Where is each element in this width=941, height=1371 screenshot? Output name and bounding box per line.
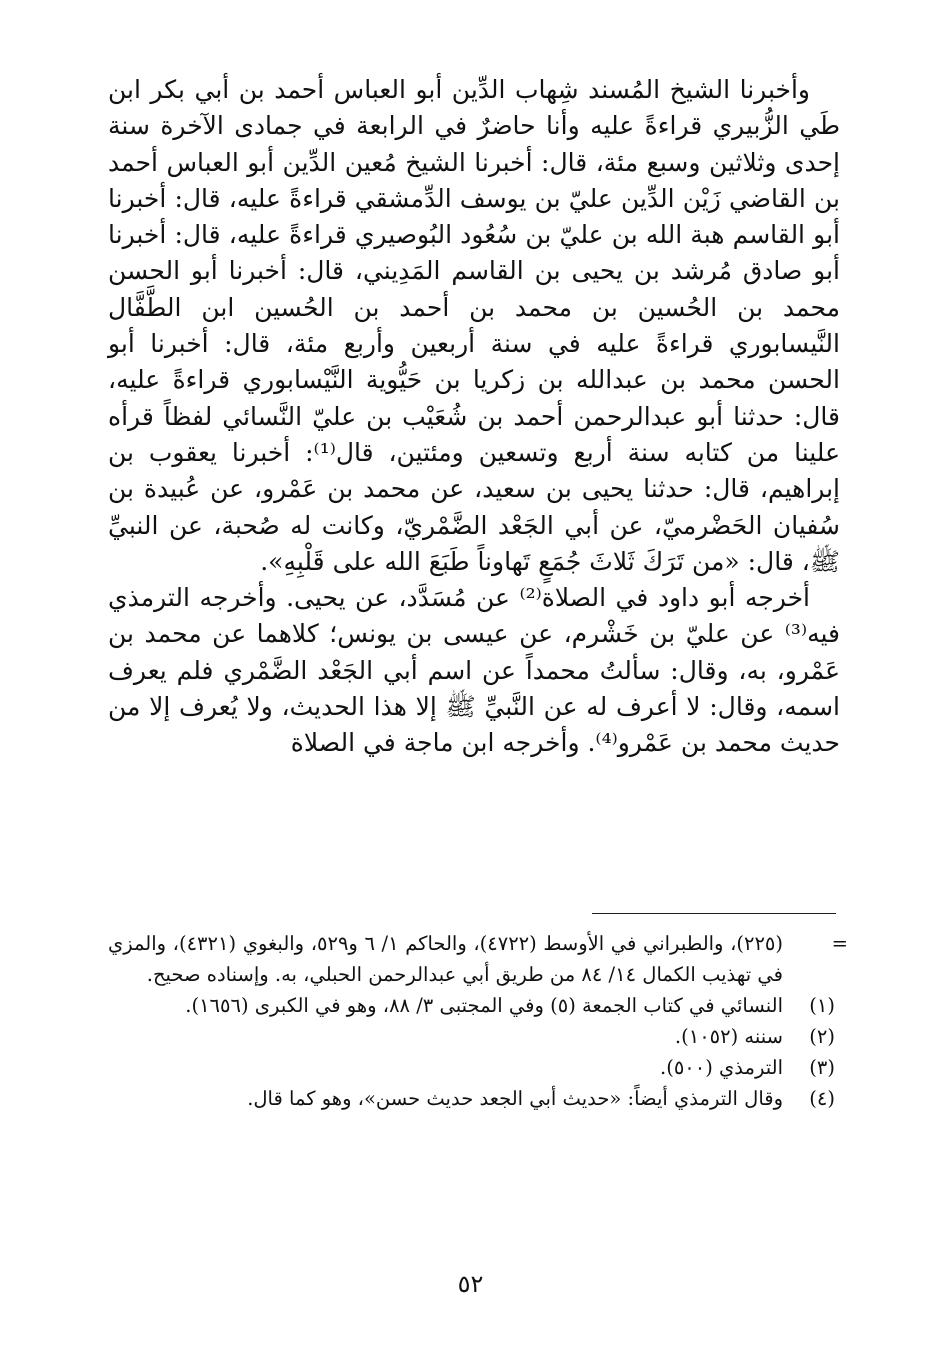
page-number: ٥٢ — [457, 1270, 484, 1298]
footnote-separator — [592, 913, 836, 914]
footnotes — [108, 928, 848, 1114]
main-text — [108, 72, 840, 762]
continuation-mark: = — [831, 932, 848, 955]
footnote-4 — [108, 1083, 843, 1114]
footnote-3 — [108, 1052, 843, 1083]
footnote-2 — [108, 1021, 843, 1052]
footnote-number: (٤) — [809, 1087, 835, 1110]
footnote-continuation — [108, 928, 848, 990]
paragraph-isnad: وأخبرنا الشيخ المُسند شِهاب الدِّين أبو العباس أحمد بن أبي بكر ابن طَي الزُّبيري قراءةً عليه وأنا حاضرٌ في الرابعة في جمادى الآخرة سنة إحدى وثلاثين وسبع مئة، قال: أخبرنا الشيخ مُعين الدِّين أبو العباس أحمد بن القاضي زَيْن الدِّين عليّ بن يوسف الدِّمشقي قراءةً عليه، قال: أخبرنا أبو القاسم هبة الله بن عليّ بن سُعُود البُوصيري قراءةً عليه، قال: أخبرنا أبو صادق مُرشد بن يحيى بن القاسم المَدِيني، قال: أخبرنا أبو الحسن محمد بن الحُسين بن محمد بن أحمد بن الحُسين ابن الطَّفَّال النَّيسابوري قراءةً عليه في سنة أربعين وأربع مئة، قال: أخبرنا أبو الحسن محمد بن عبدالله بن زكريا بن حَيُّوية النَّيْسابوري قراءةً عليه، قال: حدثنا أبو عبدالرحمن أحمد بن شُعَيْب بن عليّ النَّسائي لفظاً قرأه علينا من كتابه سنة أربع وتسعين ومئتين، قال⁽¹⁾: أخبرنا يعقوب بن إبراهيم، قال: حدثنا يحيى بن سعيد، عن محمد بن عَمْرو، عن عُبيدة بن سُفيان الحَضْرميّ، عن أبي الجَعْد الضَّمْريّ، وكانت له صُحبة، عن النبيِّ ﷺ، قال: «من تَرَكَ ثَلاثَ جُمَعٍ تَهاوناً طَبَعَ الله على قَلْبِهِ». — [108, 75, 840, 576]
footnote-continuation-text: (٢٢٥)، والطبراني في الأوسط (٤٧٢٢)، والحاكم ١/ ٦ و٥٢٩، والبغوي (٤٣٢١)، والمزي في تهذيب الكمال ١٤/ ٨٤ من طريق أبي عبدالرحمن الحبلي، به. وإسناده صحيح. — [108, 932, 784, 986]
footnote-text: سننه (١٠٥٢). — [674, 1025, 783, 1048]
paragraph-takhrij: أخرجه أبو داود في الصلاة⁽²⁾ عن مُسَدَّد، عن يحيى. وأخرجه الترمذي فيه⁽³⁾ عن عليّ بن خَشْرم، عن عيسى بن يونس؛ كلاهما عن محمد بن عَمْرو، به، وقال: سألتُ محمداً عن اسم أبي الجَعْد الضَّمْري فلم يعرف اسمه، وقال: لا أعرف له عن النَّبيِّ ﷺ إلا هذا الحديث، ولا يُعرف إلا من حديث محمد بن عَمْرو⁽⁴⁾. وأخرجه ابن ماجة في الصلاة — [108, 583, 840, 758]
footnote-text: النسائي في كتاب الجمعة (٥) وفي المجتبى ٣/ ٨٨، وهو في الكبرى (١٦٥٦). — [185, 994, 783, 1017]
footnote-number: (٢) — [809, 1025, 835, 1048]
footnote-number: (١) — [809, 994, 835, 1017]
footnote-text: وقال الترمذي أيضاً: «حديث أبي الجعد حديث حسن»، وهو كما قال. — [247, 1087, 783, 1110]
footnote-number: (٣) — [809, 1056, 835, 1079]
footnote-1 — [108, 990, 843, 1021]
footnote-text: الترمذي (٥٠٠). — [660, 1056, 783, 1079]
